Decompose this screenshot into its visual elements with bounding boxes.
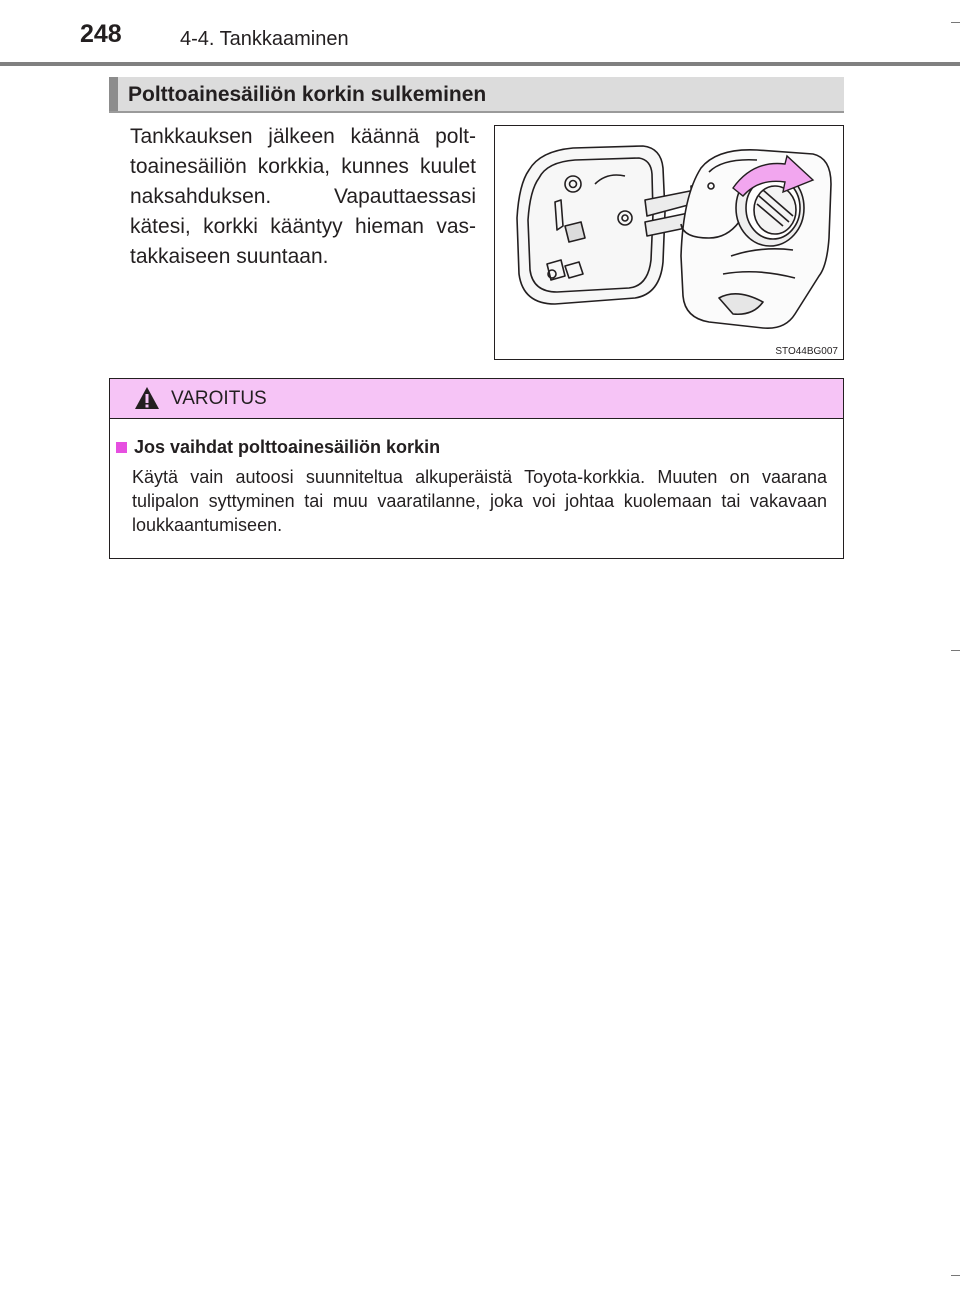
fuel-cap-illustration [494, 125, 844, 360]
section-heading [109, 77, 844, 113]
section-heading-text: Polttoainesäiliön korkin sulkeminen [128, 83, 487, 106]
warning-triangle-icon [134, 386, 160, 410]
warning-text: Käytä vain autoosi suunniteltua alkuperäistä Toyota-korkkia. Muuten on vaarana tulipalon syttyminen tai muu vaaratilanne, joka voi johtaa kuolemaan tai vakavaan loukkaantumiseen. [132, 467, 827, 535]
page-number: 248 [80, 20, 122, 48]
warning-item-title-text: Jos vaihdat polttoainesäiliön korkin [134, 437, 441, 457]
instruction-paragraph: Tankkauksen jälkeen käännä polttoainesäiliön korkkia, kunnes kuulet naksahduksen. Vapauttaessasi kätesi, korkki kääntyy hieman vastakkaiseen suuntaan. [130, 125, 476, 268]
heading-accent-bar [109, 77, 118, 111]
header-rule [0, 62, 960, 66]
figure-code: STO44BG007 [775, 346, 838, 357]
square-bullet-icon [116, 442, 127, 453]
fuel-door-drawing [495, 126, 844, 360]
warning-title: VAROITUS [171, 388, 267, 409]
warning-header [110, 379, 843, 419]
chapter-title: 4-4. Tankkaaminen [180, 28, 349, 50]
warning-item-heading [116, 437, 440, 458]
trim-mark [951, 22, 960, 23]
warning-box [109, 378, 844, 559]
trim-mark [951, 650, 960, 651]
trim-mark [951, 1275, 960, 1276]
